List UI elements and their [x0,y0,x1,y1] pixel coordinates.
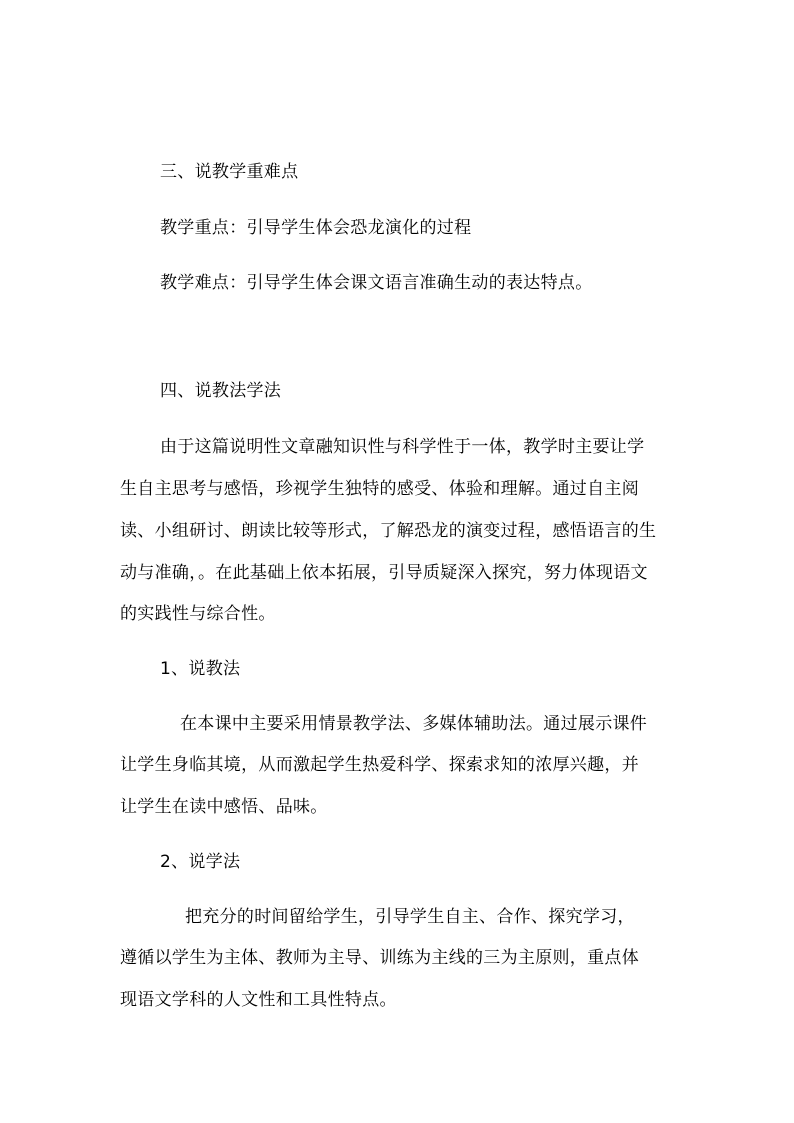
difficult-point-text: 教学难点：引导学生体会课文语言准确生动的表达特点。 [160,273,593,293]
section3-heading: 三、说教学重难点 [160,162,299,182]
learning-method-heading: 2、说学法 [160,852,241,872]
teaching-method-line: 让学生在读中感悟、品味。 [120,797,328,817]
intro-paragraph-line: 的实践性与综合性。 [120,604,276,624]
intro-paragraph-line: 读、小组研讨、朗读比较等形式，了解恐龙的演变过程，感悟语言的生 [120,521,657,541]
intro-paragraph-line: 由于这篇说明性文章融知识性与科学性于一体，教学时主要让学 [160,437,645,457]
teaching-method-heading: 1、说教法 [160,659,241,679]
teaching-method-line: 让学生身临其境，从而激起学生热爱科学、探索求知的浓厚兴趣，并 [120,755,639,775]
learning-method-line: 遵循以学生为主体、教师为主导、训练为主线的三为主原则，重点体 [120,948,639,968]
key-point-text: 教学重点：引导学生体会恐龙演化的过程 [160,218,472,238]
intro-paragraph-line: 动与准确，。在此基础上依本拓展，引导质疑深入探究，努力体现语文 [120,563,648,583]
learning-method-line: 把充分的时间留给学生，引导学生自主、合作、探究学习， [185,907,635,927]
learning-method-line: 现语文学科的人文性和工具性特点。 [120,990,397,1010]
section4-heading: 四、说教法学法 [160,381,282,401]
intro-paragraph-line: 生自主思考与感悟，珍视学生独特的感受、体验和理解。通过自主阅 [120,479,639,499]
teaching-method-line: 在本课中主要采用情景教学法、多媒体辅助法。通过展示课件 [180,714,648,734]
